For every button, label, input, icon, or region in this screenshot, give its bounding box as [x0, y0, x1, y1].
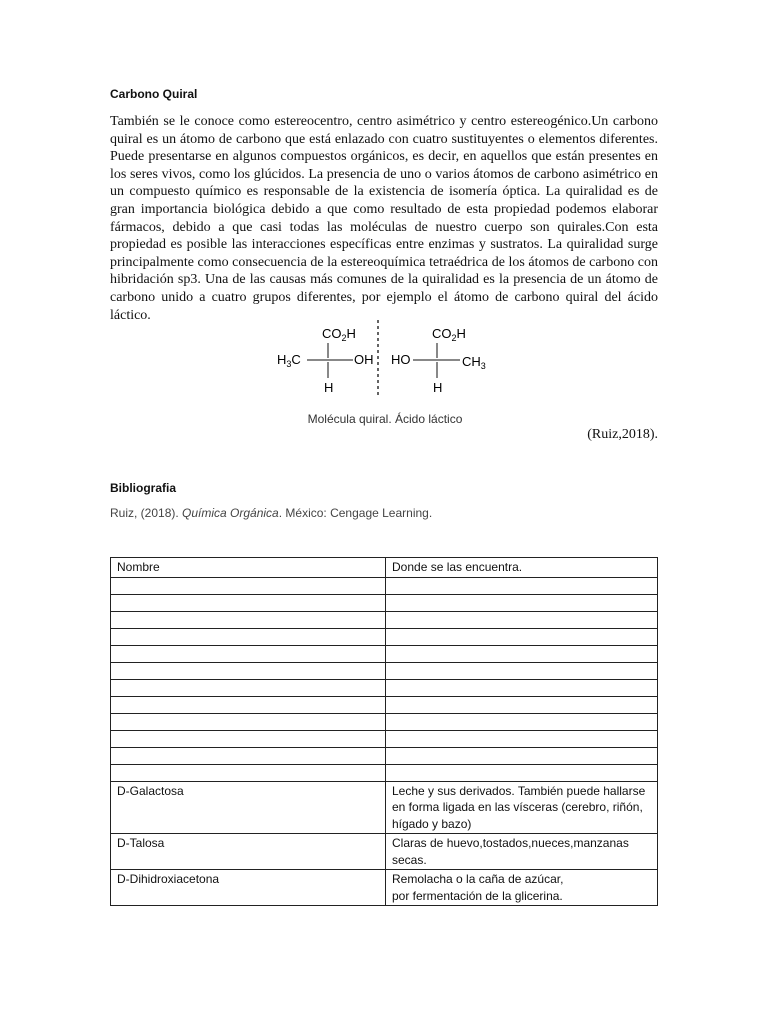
table-cell-name — [111, 628, 386, 645]
table-cell-name — [111, 747, 386, 764]
table-row — [111, 679, 658, 696]
table-header-cell: Nombre — [111, 558, 386, 578]
left-bottom-group: H — [324, 380, 334, 395]
left-top-sub: 2 — [341, 333, 347, 343]
table-cell-location — [386, 662, 658, 679]
left-left-group — [277, 352, 301, 369]
data-table — [110, 557, 658, 906]
table-cell-location — [386, 713, 658, 730]
table-row — [111, 764, 658, 781]
table-cell-location — [386, 594, 658, 611]
left-left-main: H — [277, 352, 287, 367]
bib-ref-suffix: . México: Cengage Learning. — [278, 506, 433, 520]
right-bottom-group: H — [433, 380, 443, 395]
right-top-sub: 2 — [451, 333, 457, 343]
table-row — [111, 594, 658, 611]
table-cell-name: D-Dihidroxiacetona — [111, 870, 386, 906]
left-top-group — [322, 326, 356, 343]
table-cell-location: Leche y sus derivados. También puede hallarse en forma ligada en las vísceras (cerebro, riñón, hígado y bazo) — [386, 781, 658, 834]
right-right-sub: 3 — [480, 361, 486, 371]
table-row — [111, 870, 658, 906]
table-cell-location — [386, 747, 658, 764]
table-cell-location: Claras de huevo,tostados,nueces,manzanas secas. — [386, 834, 658, 870]
left-top-main: CO — [322, 326, 342, 341]
table-cell-name — [111, 696, 386, 713]
table-cell-location — [386, 730, 658, 747]
right-top-tail: H — [456, 326, 466, 341]
table-cell-location — [386, 696, 658, 713]
figure-caption: Molécula quiral. Ácido láctico — [307, 412, 463, 426]
bibliography-reference — [110, 506, 432, 520]
table-cell-name — [111, 645, 386, 662]
table-row — [111, 781, 658, 834]
left-top-tail: H — [346, 326, 356, 341]
bib-ref-title: Química Orgánica — [182, 506, 279, 520]
right-right-group — [462, 354, 486, 371]
table-cell-name — [111, 611, 386, 628]
table-cell-name — [111, 764, 386, 781]
table-row — [111, 662, 658, 679]
bibliography-title: Bibliografia — [110, 481, 177, 495]
table-header-cell: Donde se las encuentra. — [386, 558, 658, 578]
table-cell-location — [386, 611, 658, 628]
section-title: Carbono Quiral — [110, 87, 198, 101]
table-row — [111, 577, 658, 594]
table-cell-name — [111, 577, 386, 594]
right-left-group: HO — [391, 352, 411, 367]
table-row — [111, 834, 658, 870]
table-row — [111, 611, 658, 628]
table-row — [111, 628, 658, 645]
left-left-tail: C — [291, 352, 301, 367]
body-paragraph: También se le conoce como estereocentro, centro asimétrico y centro estereogénico.Un carbono quiral es un átomo de carbono que está enlazado con cuatro sustituyentes o elementos diferentes. Puede presentarse en algunos compuestos orgánicos, es decir, en aquellos que están presentes en los seres vivos, como los glúcidos. La presencia de uno o varios átomos de carbono asimétrico en un compuesto químico es responsable de la existencia de isomería óptica. La quiralidad es de gran importancia biológica debido a que como resultado de esta propiedad podemos elaborar fármacos, debido a que casi todas las moléculas de nuestro cuerpo son quirales.Con esta propiedad es posible las interacciones específicas entre enzimas y sustratos. La quiralidad surge principalmente como consecuencia de la estereoquímica tetraédrica de los átomos de carbono con hibridación sp3. Una de las causas más comunes de la quiralidad es la presencia de un átomo de carbono unido a cuatro grupos diferentes, por ejemplo el átomo de carbono quiral del ácido láctico. — [110, 114, 658, 323]
table-cell-location: Remolacha o la caña de azúcar, por fermentación de la glicerina. — [386, 870, 658, 906]
left-left-sub: 3 — [286, 359, 292, 369]
table-cell-location — [386, 679, 658, 696]
table-cell-name — [111, 730, 386, 747]
lactic-acid-figure — [270, 318, 510, 398]
right-top-main: CO — [432, 326, 452, 341]
table-cell-location — [386, 764, 658, 781]
table-cell-location — [386, 645, 658, 662]
table-row — [111, 696, 658, 713]
table-cell-name — [111, 594, 386, 611]
table-cell-name — [111, 662, 386, 679]
table-cell-location — [386, 628, 658, 645]
bib-ref-prefix: Ruiz, (2018). — [110, 506, 183, 520]
table-body — [111, 577, 658, 906]
table-cell-location — [386, 577, 658, 594]
table-cell-name — [111, 679, 386, 696]
table-cell-name: D-Galactosa — [111, 781, 386, 834]
table-row — [111, 645, 658, 662]
table-row — [111, 713, 658, 730]
right-right-main: CH — [462, 354, 481, 369]
table-row — [111, 730, 658, 747]
table-row — [111, 747, 658, 764]
citation: (Ruiz,2018). — [587, 427, 658, 442]
left-right-group: OH — [354, 352, 374, 367]
table-cell-name — [111, 713, 386, 730]
table-cell-name: D-Talosa — [111, 834, 386, 870]
table-header-row — [111, 558, 658, 578]
right-top-group — [432, 326, 466, 343]
